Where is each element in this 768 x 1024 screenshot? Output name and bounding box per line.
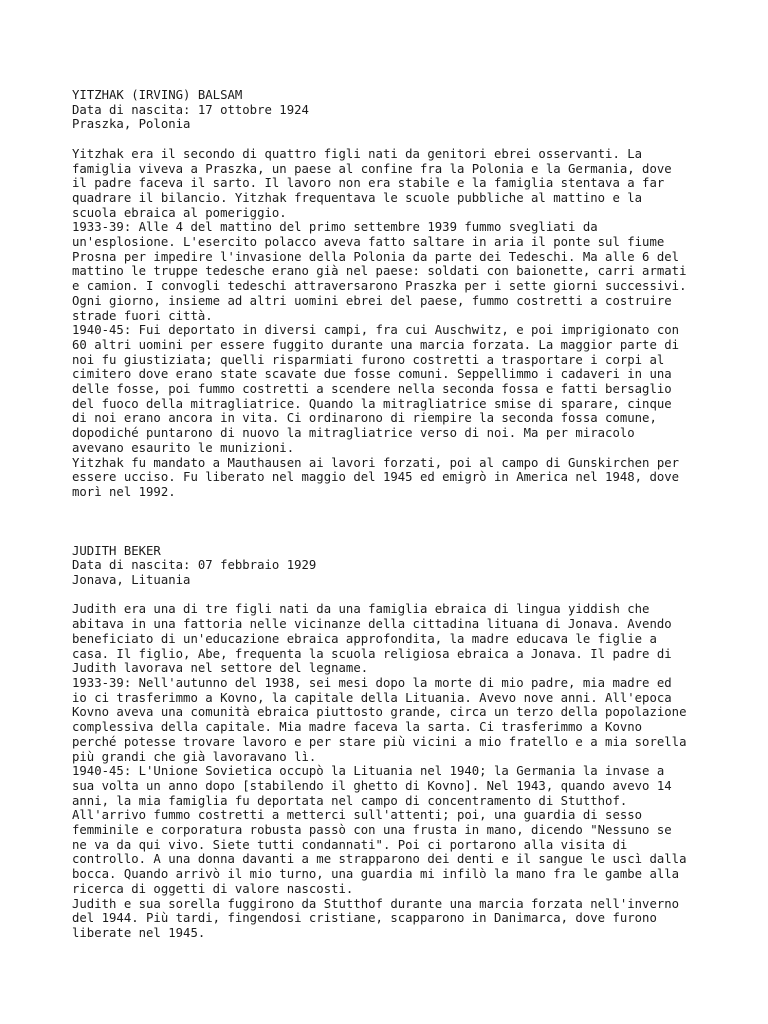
person-name: JUDITH BEKER: [72, 543, 161, 558]
text-line: All'arrivo fummo costretti a metterci sull'attenti; poi, una guardia di sesso: [72, 808, 643, 823]
text-line: Yitzhak fu mandato a Mauthausen ai lavori forzati, poi al campo di Gunskirchen per: [72, 455, 680, 470]
text-line: 1940-45: L'Unione Sovietica occupò la Lituania nel 1940; la Germania la invase a: [72, 764, 665, 779]
text-line: di noi erano ancora in vita. Ci ordinarono di riempire la seconda fossa comune,: [72, 411, 657, 426]
text-line: casa. Il figlio, Abe, frequenta la scuola religiosa ebraica a Jonava. Il padre di: [72, 646, 672, 661]
text-line: del fuoco della mitragliatrice. Quando la mitragliatrice smise di sparare, cinque: [72, 396, 672, 411]
text-line: complessiva della capitale. Mia madre faceva la sarta. Ci trasferimmo a Kovno: [72, 720, 643, 735]
text-line: abitava in una fattoria nelle vicinanze della cittadina lituana di Jonava. Avendo: [72, 617, 672, 632]
text-line: io ci trasferimmo a Kovno, la capitale della Lituania. Avevo nove anni. All'epoca: [72, 690, 672, 705]
text-line: liberate nel 1945.: [72, 925, 206, 940]
text-line: perché potesse trovare lavoro e per stare più vicini a mio fratello e a mia sorella: [72, 734, 687, 749]
text-line: Judith e sua sorella fuggirono da Stutthof durante una marcia forzata nell'inverno: [72, 896, 680, 911]
biography-entry-beker: [72, 544, 732, 941]
text-line: ricerca di oggetti di valore nascosti.: [72, 881, 354, 896]
text-line: più grandi che già lavoravano lì.: [72, 749, 317, 764]
text-line: strade fuori città.: [72, 308, 213, 323]
text-line: bocca. Quando arrivò il mio turno, una guardia mi infilò la mano fra le gambe alla: [72, 867, 680, 882]
text-line: 1933-39: Nell'autunno del 1938, sei mesi dopo la morte di mio padre, mia madre ed: [72, 675, 672, 690]
text-line: controllo. A una donna davanti a me strapparono dei denti e il sangue le uscì dalla: [72, 852, 687, 867]
text-line: Judith lavorava nel settore del legname.: [72, 661, 369, 676]
document-page: [72, 88, 732, 941]
text-line: morì nel 1992.: [72, 484, 176, 499]
biography-entry-balsam: [72, 88, 732, 500]
text-line: famiglia viveva a Praszka, un paese al confine fra la Polonia e la Germania, dove: [72, 161, 672, 176]
text-line: dopodiché puntarono di nuovo la mitragliatrice verso di noi. Ma per miracolo: [72, 426, 635, 441]
text-line: il padre faceva il sarto. Il lavoro non era stabile e la famiglia stentava a far: [72, 176, 665, 191]
person-name: YITZHAK (IRVING) BALSAM: [72, 88, 243, 102]
text-line: 60 altri uomini per essere fuggito durante una marcia forzata. La maggior parte di: [72, 337, 680, 352]
birth-place: Jonava, Lituania: [72, 573, 191, 588]
text-line: femminile e corporatura robusta passò con una frusta in mano, dicendo "Nessuno se: [72, 823, 672, 838]
text-line: Judith era una di tre figli nati da una famiglia ebraica di lingua yiddish che: [72, 602, 650, 617]
text-line: quadrare il bilancio. Yitzhak frequentava le scuole pubbliche al mattino e la: [72, 190, 643, 205]
text-line: cimitero dove erano state scavate due fosse comuni. Seppellimmo i cadaveri in una: [72, 367, 672, 382]
text-line: beneficiato di un'educazione ebraica approfondita, la madre educava le figlie a: [72, 631, 657, 646]
text-line: Ogni giorno, insieme ad altri uomini ebrei del paese, fummo costretti a costruire: [72, 293, 672, 308]
text-line: avevano esaurito le munizioni.: [72, 440, 295, 455]
text-line: del 1944. Più tardi, fingendosi cristiane, scapparono in Danimarca, dove furono: [72, 911, 657, 926]
birth-date: Data di nascita: 07 febbraio 1929: [72, 558, 317, 573]
text-line: ne va da qui vivo. Siete tutti condannati". Poi ci portarono alla visita di: [72, 837, 628, 852]
text-line: un'esplosione. L'esercito polacco aveva fatto saltare in aria il ponte sul fiume: [72, 235, 665, 250]
text-line: sua volta un anno dopo [stabilendo il ghetto di Kovno]. Nel 1943, quando avevo 14: [72, 778, 672, 793]
text-line: Kovno aveva una comunità ebraica piuttosto grande, circa un terzo della popolazione: [72, 705, 687, 720]
text-line: scuola ebraica al pomeriggio.: [72, 205, 287, 220]
text-line: Yitzhak era il secondo di quattro figli nati da genitori ebrei osservanti. La: [72, 146, 643, 161]
text-line: anni, la mia famiglia fu deportata nel campo di concentramento di Stutthof.: [72, 793, 628, 808]
text-line: e camion. I convogli tedeschi attraversarono Praszka per i sette giorni successivi.: [72, 279, 687, 294]
biography-text: [72, 602, 732, 940]
birth-date: Data di nascita: 17 ottobre 1924: [72, 102, 309, 117]
birth-place: Praszka, Polonia: [72, 117, 191, 132]
text-line: essere ucciso. Fu liberato nel maggio del 1945 ed emigrò in America nel 1948, dove: [72, 470, 680, 485]
text-line: Prosna per impedire l'invasione della Polonia da parte dei Tedeschi. Ma alle 6 del: [72, 249, 680, 264]
biography-text: [72, 147, 732, 500]
text-line: 1940-45: Fui deportato in diversi campi, fra cui Auschwitz, e poi imprigionato con: [72, 323, 680, 338]
text-line: delle fosse, poi fummo costretti a scendere nella seconda fossa e fatti bersaglio: [72, 382, 672, 397]
text-line: mattino le truppe tedesche erano già nel paese: soldati con baionette, carri armati: [72, 264, 687, 279]
text-line: noi fu giustiziata; quelli risparmiati furono costretti a trasportare i corpi al: [72, 352, 665, 367]
text-line: 1933-39: Alle 4 del mattino del primo settembre 1939 fummo svegliati da: [72, 220, 598, 235]
